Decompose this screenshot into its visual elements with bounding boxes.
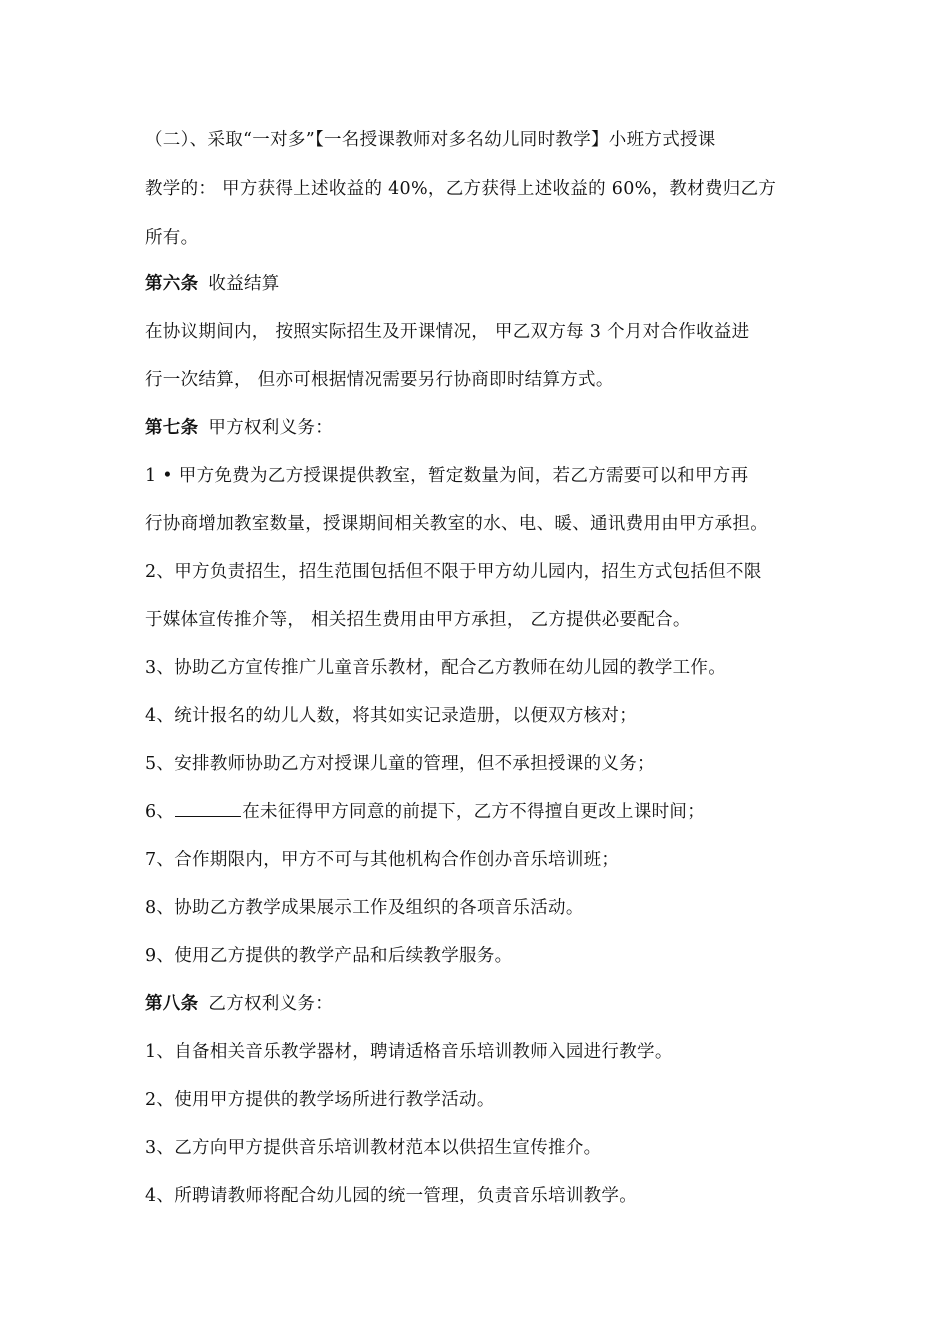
list-item: 3、协助乙方宣传推广儿童音乐教材，配合乙方教师在幼儿园的教学工作。 bbox=[145, 658, 727, 678]
article-6-title: 收益结算 bbox=[208, 274, 280, 294]
paragraph-line: 所有。 bbox=[145, 228, 199, 248]
article-6-heading bbox=[145, 272, 280, 296]
paragraph-line: 在协议期间内， 按照实际招生及开课情况， 甲乙双方每 3 个月对合作收益进 bbox=[145, 322, 750, 342]
list-item: 7、合作期限内，甲方不可与其他机构合作创办音乐培训班； bbox=[145, 850, 620, 870]
list-item: 4、统计报名的幼儿人数，将其如实记录造册，以便双方核对； bbox=[145, 706, 638, 726]
list-item-6-text: 在未征得甲方同意的前提下，乙方不得擅自更改上课时间； bbox=[242, 802, 706, 822]
article-8-title: 乙方权利义务： bbox=[208, 994, 334, 1014]
list-item: 1、自备相关音乐教学器材，聘请适格音乐培训教师入园进行教学。 bbox=[145, 1042, 673, 1062]
article-7-number: 第七条 bbox=[145, 418, 199, 438]
list-item: 3、乙方向甲方提供音乐培训教材范本以供招生宣传推介。 bbox=[145, 1138, 602, 1158]
article-7-heading bbox=[145, 416, 333, 440]
list-item: 9、使用乙方提供的教学产品和后续教学服务。 bbox=[145, 946, 513, 966]
list-item: 1 • 甲方免费为乙方授课提供教室，暂定数量为间，若乙方需要可以和甲方再 bbox=[145, 466, 749, 486]
list-item-6 bbox=[145, 800, 705, 824]
fill-in-blank bbox=[175, 802, 241, 817]
article-8-number: 第八条 bbox=[145, 994, 199, 1014]
paragraph-line: （二）、采取“一对多”【一名授课教师对多名幼儿同时教学】小班方式授课 bbox=[145, 130, 716, 150]
paragraph-line: 教学的： 甲方获得上述收益的 40%，乙方获得上述收益的 60%，教材费归乙方 bbox=[145, 179, 777, 199]
list-item: 2、甲方负责招生，招生范围包括但不限于甲方幼儿园内，招生方式包括但不限 bbox=[145, 562, 762, 582]
article-6-number: 第六条 bbox=[145, 274, 199, 294]
list-item: 4、所聘请教师将配合幼儿园的统一管理，负责音乐培训教学。 bbox=[145, 1186, 638, 1206]
article-7-title: 甲方权利义务： bbox=[208, 418, 334, 438]
list-item: 2、使用甲方提供的教学场所进行教学活动。 bbox=[145, 1090, 495, 1110]
list-item-continued: 行协商增加教室数量，授课期间相关教室的水、电、暖、通讯费用由甲方承担。 bbox=[145, 514, 768, 534]
paragraph-line: 行一次结算， 但亦可根据情况需要另行协商即时结算方式。 bbox=[145, 370, 614, 390]
list-item: 8、协助乙方教学成果展示工作及组织的各项音乐活动。 bbox=[145, 898, 584, 918]
list-item-6-prefix: 6、 bbox=[145, 802, 175, 822]
list-item-continued: 于媒体宣传推介等， 相关招生费用由甲方承担， 乙方提供必要配合。 bbox=[145, 610, 691, 630]
list-item: 5、安排教师协助乙方对授课儿童的管理，但不承担授课的义务； bbox=[145, 754, 655, 774]
article-8-heading bbox=[145, 992, 333, 1016]
